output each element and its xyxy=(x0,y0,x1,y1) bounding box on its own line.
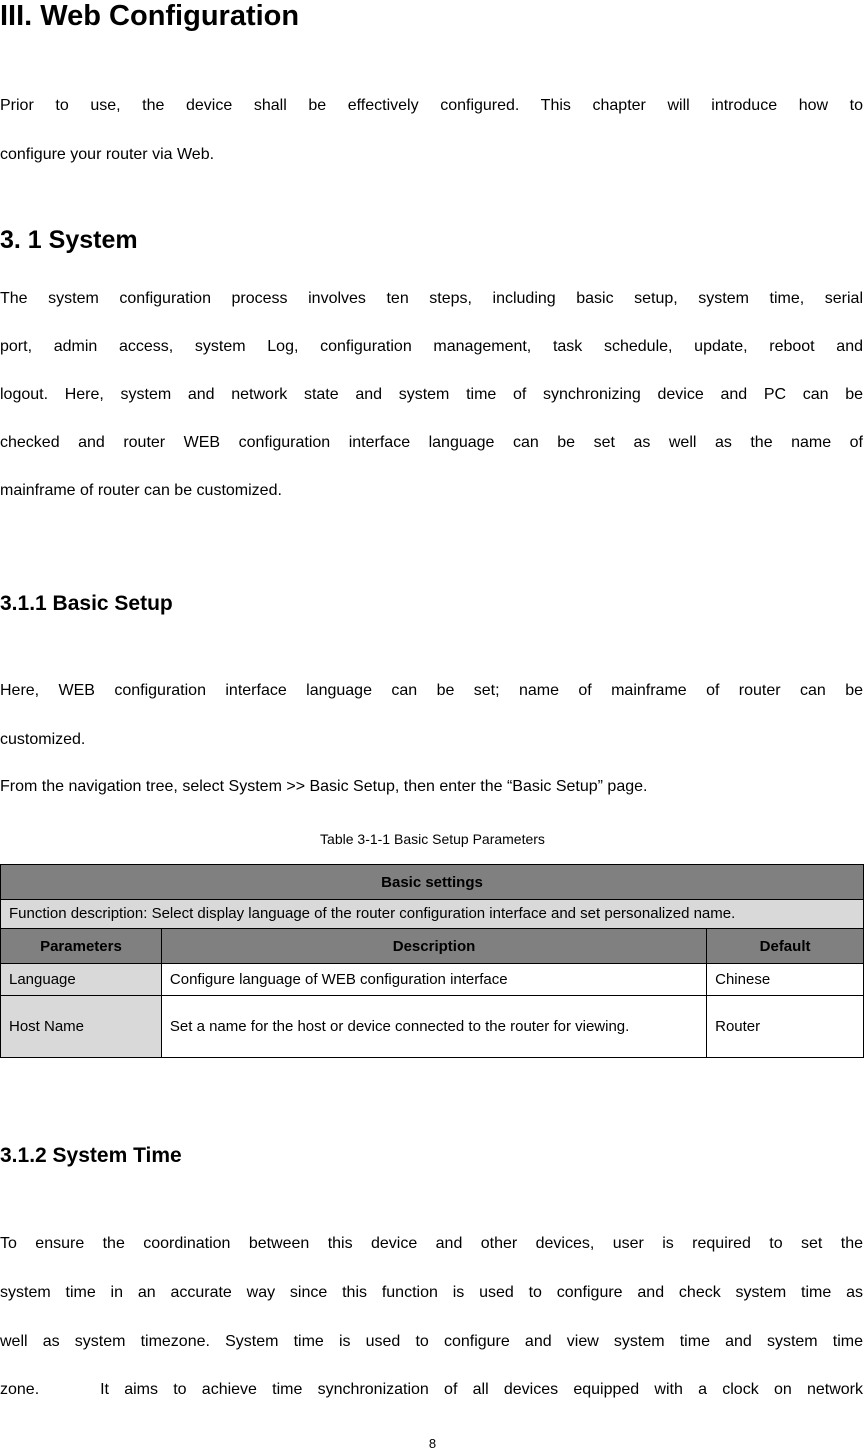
paragraph-line: To ensure the coordination between this device and other devices, user is required to set the xyxy=(0,1235,863,1252)
table-row xyxy=(1,964,864,996)
paragraph-line: customized. xyxy=(0,731,86,748)
page-number: 8 xyxy=(428,1436,437,1451)
default-cell: Chinese xyxy=(707,964,864,996)
paragraph-line: well as system timezone. System time is used to configure and view system time and system time xyxy=(0,1333,863,1350)
paragraph-line: Here, WEB configuration interface language can be set; name of mainframe of router can be xyxy=(0,682,863,699)
paragraph-line: configure your router via Web. xyxy=(0,146,215,163)
subsection-title: 3.1.2 System Time xyxy=(0,1144,182,1167)
paragraph-line: port, admin access, system Log, configuration management, task schedule, update, reboot and xyxy=(0,338,863,355)
paragraph-line: checked and router WEB configuration interface language can be set as well as the name of xyxy=(0,434,863,451)
column-header: Description xyxy=(161,929,706,964)
default-cell: Router xyxy=(707,996,864,1058)
subsection-title: 3.1.1 Basic Setup xyxy=(0,592,173,615)
paragraph-line: The system configuration process involves ten steps, including basic setup, system time, serial xyxy=(0,290,863,307)
paragraph-line: mainframe of router can be customized. xyxy=(0,482,282,499)
function-description: Function description: Select display language of the router configuration interface and set personalized name. xyxy=(1,900,864,929)
paragraph-line: zone. It aims to achieve time synchronization of all devices equipped with a clock on network xyxy=(0,1381,863,1398)
paragraph-line: logout. Here, system and network state and system time of synchronizing device and PC can be xyxy=(0,386,863,403)
paragraph-line: Prior to use, the device shall be effectively configured. This chapter will introduce how to xyxy=(0,97,863,114)
description-cell: Configure language of WEB configuration interface xyxy=(161,964,706,996)
section-title: 3. 1 System xyxy=(0,226,138,254)
column-header: Parameters xyxy=(1,929,162,964)
table-title: Basic settings xyxy=(1,865,864,900)
paragraph-line: system time in an accurate way since this function is used to configure and check system time as xyxy=(0,1284,863,1301)
param-cell: Host Name xyxy=(1,996,162,1058)
table-caption: Table 3-1-1 Basic Setup Parameters xyxy=(320,831,545,847)
chapter-title: III. Web Configuration xyxy=(0,0,300,32)
table-row xyxy=(1,996,864,1058)
param-cell: Language xyxy=(1,964,162,996)
column-header: Default xyxy=(707,929,864,964)
description-cell: Set a name for the host or device connected to the router for viewing. xyxy=(161,996,706,1058)
paragraph-line: From the navigation tree, select System >> Basic Setup, then enter the “Basic Setup” page. xyxy=(0,778,648,795)
basic-setup-table xyxy=(0,864,864,1058)
